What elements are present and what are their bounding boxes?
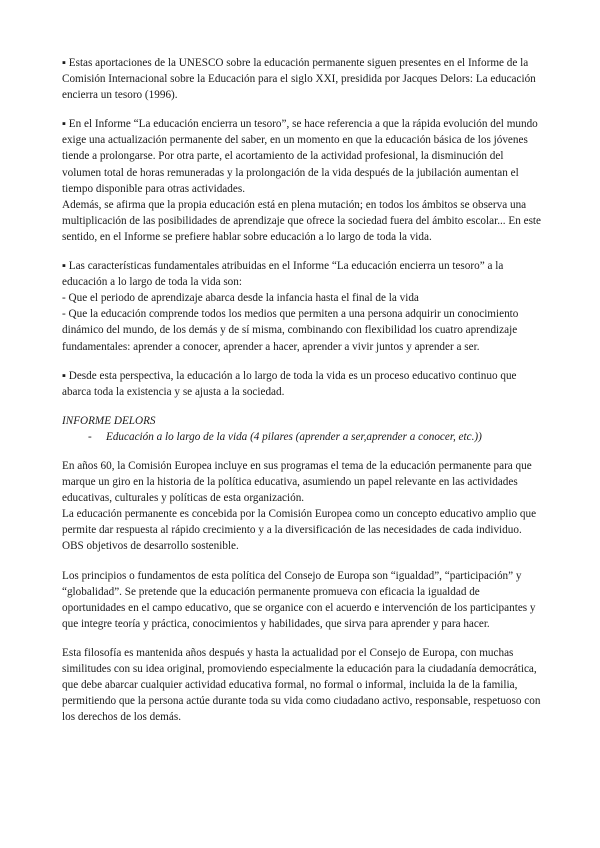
- paragraph-caracteristicas: ▪ Las características fundamentales atribuidas en el Informe “La educación encierra un tesoro” a la educación a lo largo de toda la vida son:: [62, 260, 504, 289]
- paragraph-informe-intro: ▪ En el Informe “La educación encierra un tesoro”, se hace referencia a que la rápida evolución del mundo exige una actualización permanente del saber, en un momento en que la educación básica de los jóvenes tiende a prolongarse. Por otra parte, el acortamiento de la actividad profesional, la disminución del volumen total de horas remuneradas y la prolongación de la vida después de la jubilación aumentan el tiempo disponible para otras actividades.: [62, 118, 538, 195]
- paragraph-unesco: ▪ Estas aportaciones de la UNESCO sobre la educación permanente siguen presentes en el Informe de la Comisión Internacional sobre la Educación para el siglo XXI, presidida por Jacques Delors: La educación encierra un tesoro (1996).: [62, 57, 536, 102]
- list-item-periodo: - Que el periodo de aprendizaje abarca desde la infancia hasta el final de la vida: [62, 292, 419, 305]
- paragraph-concepto: La educación permanente es concebida por la Comisión Europea como un concepto educativo amplio que permite dar respuesta al rápido crecimiento y a la diversificación de las necesidades de cada individuo. OBS objetivos de desarrollo sostenible.: [62, 508, 537, 553]
- sub-item-dash: -: [88, 430, 92, 443]
- paragraph-perspectiva: ▪ Desde esta perspectiva, la educación a lo largo de toda la vida es un proceso educativo continuo que abarca toda la existencia y se ajusta a la sociedad.: [62, 369, 517, 398]
- section-heading: INFORME DELORS: [62, 414, 156, 427]
- paragraph-principios: Los principios o fundamentos de esta política del Consejo de Europa son “igualdad”, “participación” y “globalidad”. Se pretende que la educación permanente promueva con eficacia la igualdad de oportunidades en el campo educativo, que se organice con el acuerdo e intervención de los participantes y que integre teoría y práctica, conocimientos y habilidades, que sirva para aprender y para hacer.: [62, 569, 536, 630]
- paragraph-informe-mutacion: Además, se afirma que la propia educación está en plena mutación; en todos los ámbitos se observa una multiplicación de las posibilidades de aprendizaje que ofrece la sociedad fuera del ámbito escolar... En este sentido, en el Informe se prefiere hablar sobre educación a lo largo de toda la vida.: [62, 198, 542, 243]
- paragraph-filosofia: Esta filosofía es mantenida años después y hasta la actualidad por el Consejo de Europa, con muchas similitudes con su idea original, promoviendo especialmente la educación para la ciudadanía democrática, que debe abarcar cualquier actividad educativa formal, no formal o informal, incluida la de la familia, permitiendo que la persona actúe durante toda su vida como ciudadano activo, responsable, respetuoso con los derechos de los demás.: [62, 646, 541, 724]
- sub-item-text: Educación a lo largo de la vida (4 pilares (aprender a ser,aprender a conocer, etc.)): [106, 430, 482, 443]
- list-item-medios: - Que la educación comprende todos los medios que permiten a una persona adquirir un conocimiento dinámico del mundo, de los demás y de sí misma, combinando con flexibilidad los cuatro aprendizaje fundamentales: aprender a conocer, aprender a hacer, aprender a vivir juntos y aprender a ser.: [62, 308, 519, 353]
- sub-item: [62, 429, 542, 445]
- paragraph-comision-europea: En años 60, la Comisión Europea incluye en sus programas el tema de la educación permanente para que marque un giro en la historia de la política educativa, asumiendo un papel relevante en las actividades educativas, culturales y políticas de esta organización.: [62, 459, 532, 505]
